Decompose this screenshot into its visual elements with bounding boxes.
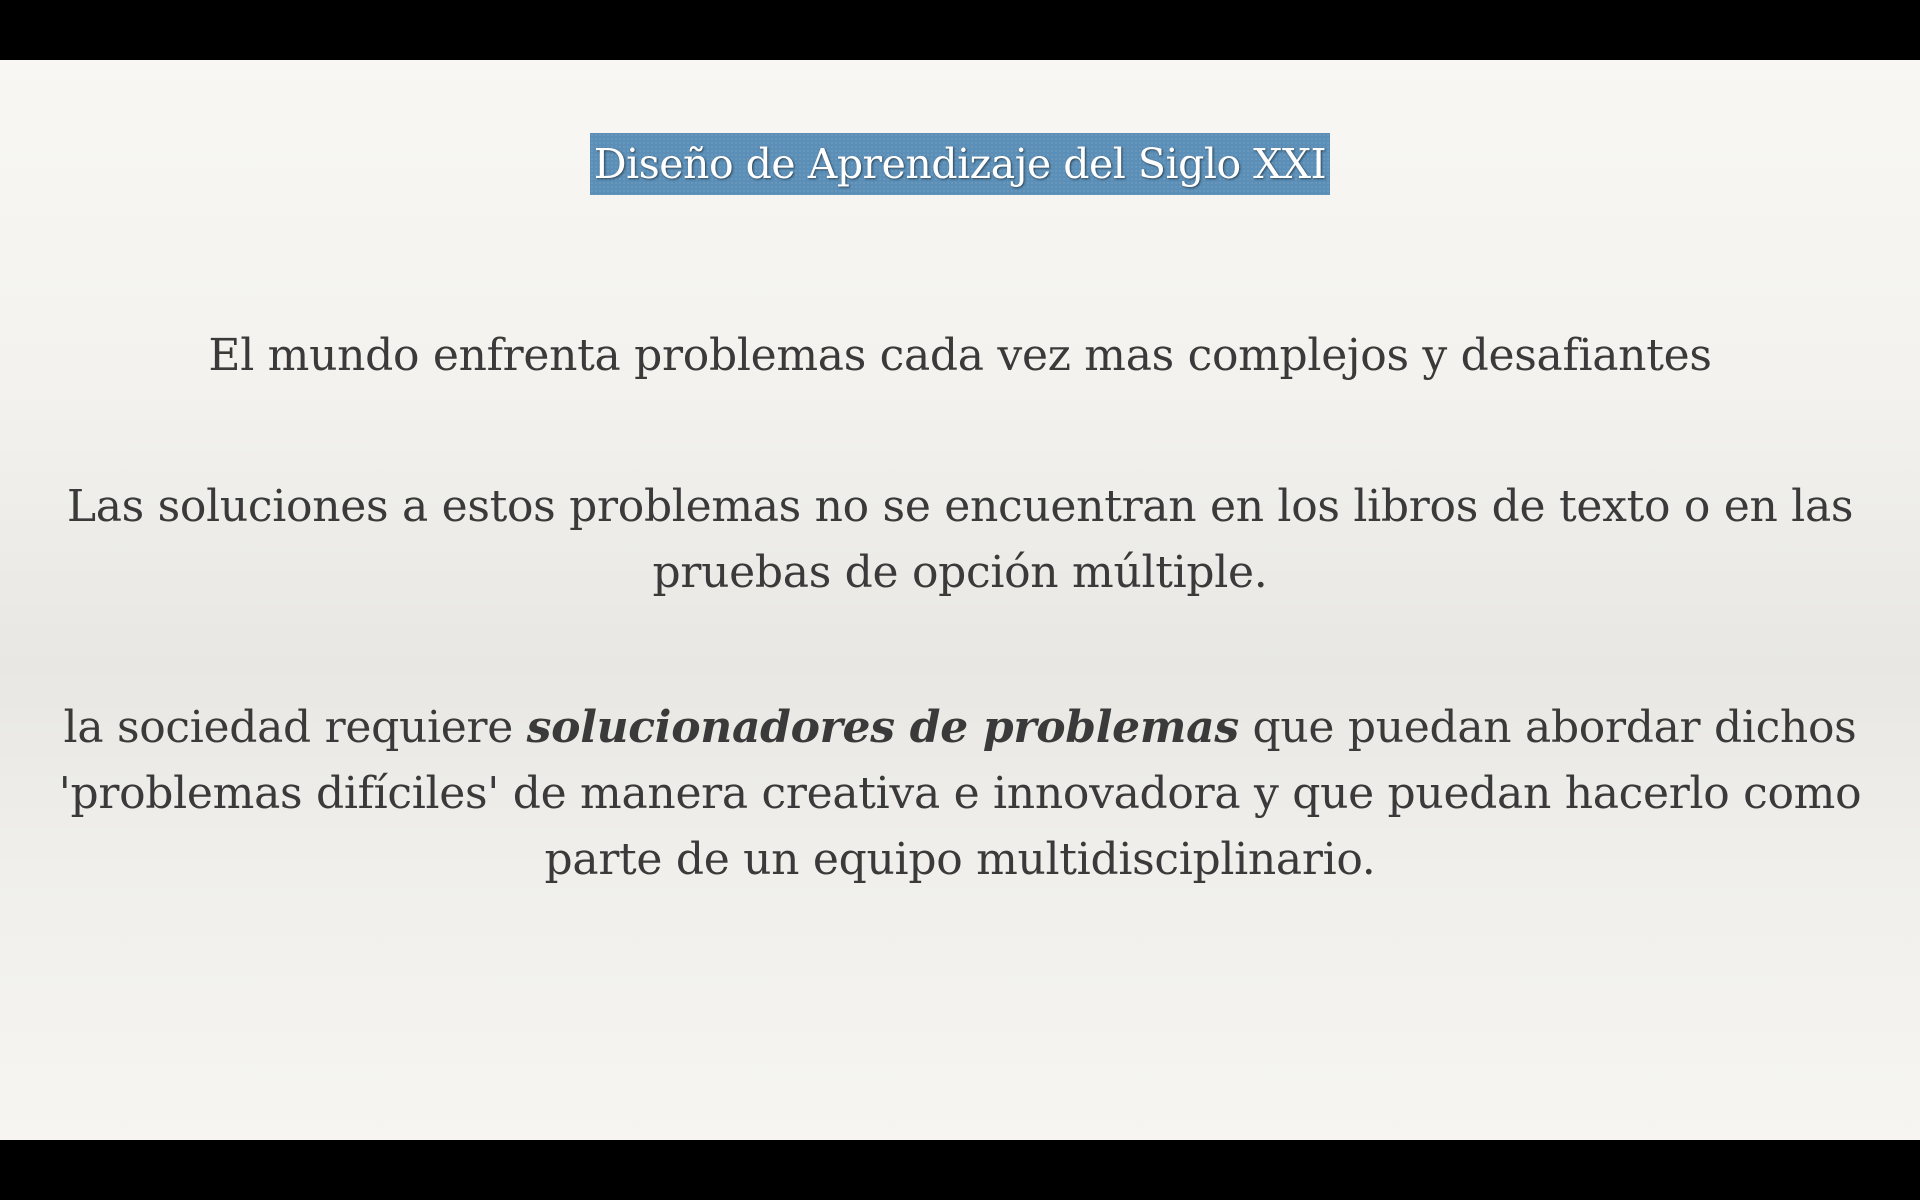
- paragraph-1-text: El mundo enfrenta problemas cada vez mas complejos y desafiantes: [208, 330, 1712, 381]
- paragraph-3-line-2: 'problemas difíciles' de manera creativa e innovadora y que puedan hacerlo como: [58, 768, 1862, 819]
- paragraph-3-line-3: parte de un equipo multidisciplinario.: [544, 834, 1376, 885]
- paragraph-2-line-2: pruebas de opción múltiple.: [652, 547, 1268, 598]
- paragraph-2-line-1: Las soluciones a estos problemas no se encuentran en los libros de texto o en las: [66, 481, 1854, 532]
- paragraph-society: [40, 695, 1880, 893]
- slide-title: Diseño de Aprendizaje del Siglo XXI: [590, 133, 1331, 195]
- slide: [0, 60, 1920, 1140]
- paragraph-solutions: [40, 474, 1880, 606]
- paragraph-3-start: la sociedad requiere: [63, 702, 527, 753]
- paragraph-3-emphasis: solucionadores de problemas: [526, 702, 1239, 753]
- paragraph-3-line-1-end: que puedan abordar dichos: [1238, 702, 1857, 753]
- slide-title-container: [0, 133, 1920, 195]
- paragraph-world-problems: [40, 323, 1880, 389]
